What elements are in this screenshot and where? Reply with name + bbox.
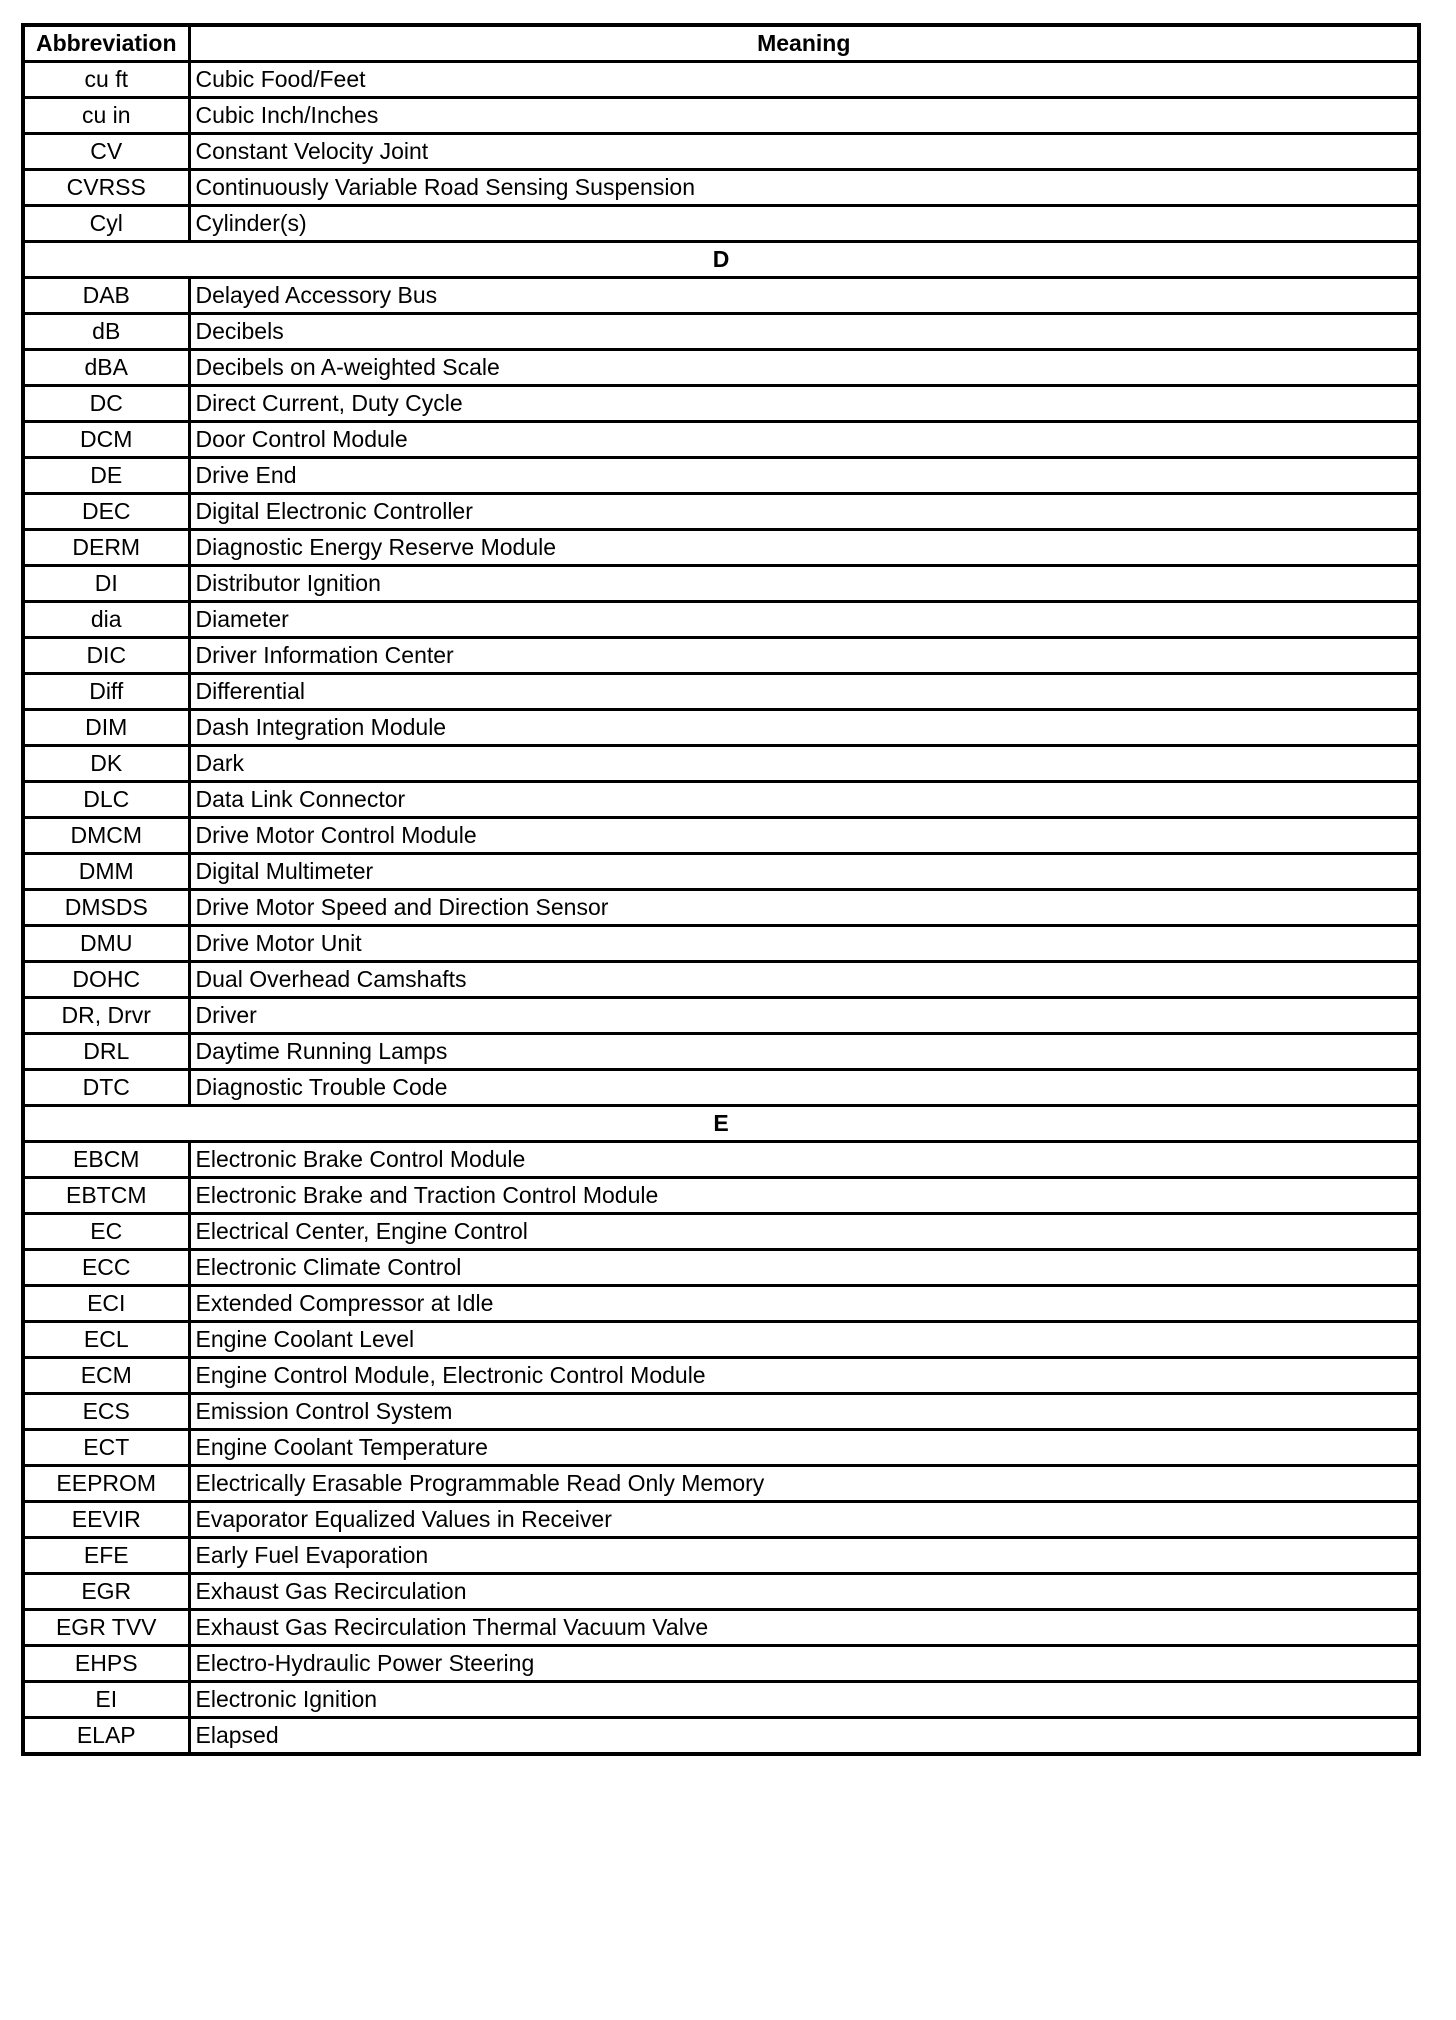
table-row xyxy=(23,458,1419,494)
meaning-cell: Electronic Ignition xyxy=(189,1682,1419,1718)
abbreviation-cell: ECC xyxy=(23,1250,189,1286)
meaning-cell: Engine Coolant Temperature xyxy=(189,1430,1419,1466)
table-row xyxy=(23,998,1419,1034)
meaning-cell: Dual Overhead Camshafts xyxy=(189,962,1419,998)
abbreviation-cell: DMCM xyxy=(23,818,189,854)
meaning-cell: Elapsed xyxy=(189,1718,1419,1755)
table-row xyxy=(23,1142,1419,1178)
abbreviation-cell: EHPS xyxy=(23,1646,189,1682)
abbreviation-cell: EBTCM xyxy=(23,1178,189,1214)
section-header-row xyxy=(23,1106,1419,1142)
table-row xyxy=(23,602,1419,638)
abbreviation-cell: DAB xyxy=(23,278,189,314)
table-header-row xyxy=(23,25,1419,62)
abbreviation-column-header: Abbreviation xyxy=(23,25,189,62)
table-row xyxy=(23,1682,1419,1718)
table-row xyxy=(23,494,1419,530)
table-row xyxy=(23,170,1419,206)
table-body xyxy=(23,62,1419,1755)
abbreviation-cell: DEC xyxy=(23,494,189,530)
abbreviation-cell: dBA xyxy=(23,350,189,386)
meaning-cell: Digital Multimeter xyxy=(189,854,1419,890)
table-row xyxy=(23,818,1419,854)
table-row xyxy=(23,1538,1419,1574)
meaning-cell: Decibels on A-weighted Scale xyxy=(189,350,1419,386)
meaning-cell: Exhaust Gas Recirculation Thermal Vacuum Valve xyxy=(189,1610,1419,1646)
table-row xyxy=(23,1214,1419,1250)
table-row xyxy=(23,1718,1419,1755)
meaning-cell: Cylinder(s) xyxy=(189,206,1419,242)
table-row xyxy=(23,1034,1419,1070)
abbreviation-cell: DTC xyxy=(23,1070,189,1106)
table-row xyxy=(23,62,1419,98)
table-row xyxy=(23,1394,1419,1430)
table-row xyxy=(23,350,1419,386)
abbreviation-cell: DE xyxy=(23,458,189,494)
table-row xyxy=(23,926,1419,962)
abbreviation-cell: EI xyxy=(23,1682,189,1718)
table-row xyxy=(23,1610,1419,1646)
abbreviation-cell: ECT xyxy=(23,1430,189,1466)
abbreviation-cell: DMSDS xyxy=(23,890,189,926)
meaning-cell: Diagnostic Energy Reserve Module xyxy=(189,530,1419,566)
meaning-cell: Driver Information Center xyxy=(189,638,1419,674)
abbreviation-cell: DIC xyxy=(23,638,189,674)
meaning-column-header: Meaning xyxy=(189,25,1419,62)
table-row xyxy=(23,674,1419,710)
table-row xyxy=(23,422,1419,458)
meaning-cell: Electrical Center, Engine Control xyxy=(189,1214,1419,1250)
abbreviation-cell: cu ft xyxy=(23,62,189,98)
abbreviation-cell: DERM xyxy=(23,530,189,566)
meaning-cell: Delayed Accessory Bus xyxy=(189,278,1419,314)
abbreviation-cell: DCM xyxy=(23,422,189,458)
abbreviation-cell: DK xyxy=(23,746,189,782)
abbreviation-cell: Diff xyxy=(23,674,189,710)
abbreviation-cell: DR, Drvr xyxy=(23,998,189,1034)
meaning-cell: Door Control Module xyxy=(189,422,1419,458)
abbreviation-cell: DMM xyxy=(23,854,189,890)
table-row xyxy=(23,206,1419,242)
meaning-cell: Constant Velocity Joint xyxy=(189,134,1419,170)
meaning-cell: Digital Electronic Controller xyxy=(189,494,1419,530)
meaning-cell: Electrically Erasable Programmable Read Only Memory xyxy=(189,1466,1419,1502)
section-letter: E xyxy=(23,1106,1419,1142)
table-row xyxy=(23,1250,1419,1286)
abbreviation-cell: EC xyxy=(23,1214,189,1250)
meaning-cell: Drive End xyxy=(189,458,1419,494)
abbreviation-cell: ECS xyxy=(23,1394,189,1430)
table-row xyxy=(23,1574,1419,1610)
abbreviation-cell: EEPROM xyxy=(23,1466,189,1502)
table-row xyxy=(23,566,1419,602)
abbreviation-cell: DLC xyxy=(23,782,189,818)
meaning-cell: Daytime Running Lamps xyxy=(189,1034,1419,1070)
abbreviation-cell: DMU xyxy=(23,926,189,962)
meaning-cell: Diagnostic Trouble Code xyxy=(189,1070,1419,1106)
table-row xyxy=(23,1322,1419,1358)
abbreviation-cell: CV xyxy=(23,134,189,170)
abbreviation-cell: ECI xyxy=(23,1286,189,1322)
table-row xyxy=(23,314,1419,350)
abbreviation-cell: EGR TVV xyxy=(23,1610,189,1646)
meaning-cell: Differential xyxy=(189,674,1419,710)
abbreviation-cell: EEVIR xyxy=(23,1502,189,1538)
abbreviation-cell: cu in xyxy=(23,98,189,134)
meaning-cell: Driver xyxy=(189,998,1419,1034)
meaning-cell: Exhaust Gas Recirculation xyxy=(189,1574,1419,1610)
meaning-cell: Continuously Variable Road Sensing Suspension xyxy=(189,170,1419,206)
table-row xyxy=(23,530,1419,566)
abbreviation-cell: DRL xyxy=(23,1034,189,1070)
meaning-cell: Emission Control System xyxy=(189,1394,1419,1430)
abbreviation-cell: ECM xyxy=(23,1358,189,1394)
abbreviation-table xyxy=(21,23,1421,1756)
meaning-cell: Drive Motor Unit xyxy=(189,926,1419,962)
meaning-cell: Drive Motor Speed and Direction Sensor xyxy=(189,890,1419,926)
table-row xyxy=(23,710,1419,746)
abbreviation-cell: DI xyxy=(23,566,189,602)
table-row xyxy=(23,1466,1419,1502)
abbreviation-cell: EGR xyxy=(23,1574,189,1610)
table-row xyxy=(23,1646,1419,1682)
meaning-cell: Electronic Climate Control xyxy=(189,1250,1419,1286)
meaning-cell: Electro-Hydraulic Power Steering xyxy=(189,1646,1419,1682)
meaning-cell: Dash Integration Module xyxy=(189,710,1419,746)
meaning-cell: Distributor Ignition xyxy=(189,566,1419,602)
abbreviation-cell: EFE xyxy=(23,1538,189,1574)
abbreviation-cell: EBCM xyxy=(23,1142,189,1178)
meaning-cell: Early Fuel Evaporation xyxy=(189,1538,1419,1574)
meaning-cell: Cubic Inch/Inches xyxy=(189,98,1419,134)
table-row xyxy=(23,890,1419,926)
table-row xyxy=(23,1070,1419,1106)
meaning-cell: Drive Motor Control Module xyxy=(189,818,1419,854)
table-row xyxy=(23,278,1419,314)
meaning-cell: Electronic Brake and Traction Control Module xyxy=(189,1178,1419,1214)
table-row xyxy=(23,386,1419,422)
abbreviation-cell: DC xyxy=(23,386,189,422)
table-row xyxy=(23,1178,1419,1214)
abbreviation-cell: Cyl xyxy=(23,206,189,242)
section-header-row xyxy=(23,242,1419,278)
meaning-cell: Data Link Connector xyxy=(189,782,1419,818)
abbreviation-cell: CVRSS xyxy=(23,170,189,206)
meaning-cell: Decibels xyxy=(189,314,1419,350)
table-row xyxy=(23,1502,1419,1538)
table-row xyxy=(23,1430,1419,1466)
meaning-cell: Extended Compressor at Idle xyxy=(189,1286,1419,1322)
section-letter: D xyxy=(23,242,1419,278)
table-row xyxy=(23,134,1419,170)
table-row xyxy=(23,638,1419,674)
abbreviation-cell: ELAP xyxy=(23,1718,189,1755)
table-row xyxy=(23,782,1419,818)
table-row xyxy=(23,746,1419,782)
abbreviation-cell: ECL xyxy=(23,1322,189,1358)
abbreviation-cell: dia xyxy=(23,602,189,638)
meaning-cell: Engine Control Module, Electronic Control Module xyxy=(189,1358,1419,1394)
table-row xyxy=(23,854,1419,890)
table-row xyxy=(23,1286,1419,1322)
meaning-cell: Cubic Food/Feet xyxy=(189,62,1419,98)
meaning-cell: Dark xyxy=(189,746,1419,782)
abbreviation-cell: DIM xyxy=(23,710,189,746)
meaning-cell: Electronic Brake Control Module xyxy=(189,1142,1419,1178)
meaning-cell: Direct Current, Duty Cycle xyxy=(189,386,1419,422)
abbreviation-cell: DOHC xyxy=(23,962,189,998)
meaning-cell: Engine Coolant Level xyxy=(189,1322,1419,1358)
abbreviation-cell: dB xyxy=(23,314,189,350)
table-row xyxy=(23,962,1419,998)
table-row xyxy=(23,98,1419,134)
table-row xyxy=(23,1358,1419,1394)
meaning-cell: Diameter xyxy=(189,602,1419,638)
meaning-cell: Evaporator Equalized Values in Receiver xyxy=(189,1502,1419,1538)
